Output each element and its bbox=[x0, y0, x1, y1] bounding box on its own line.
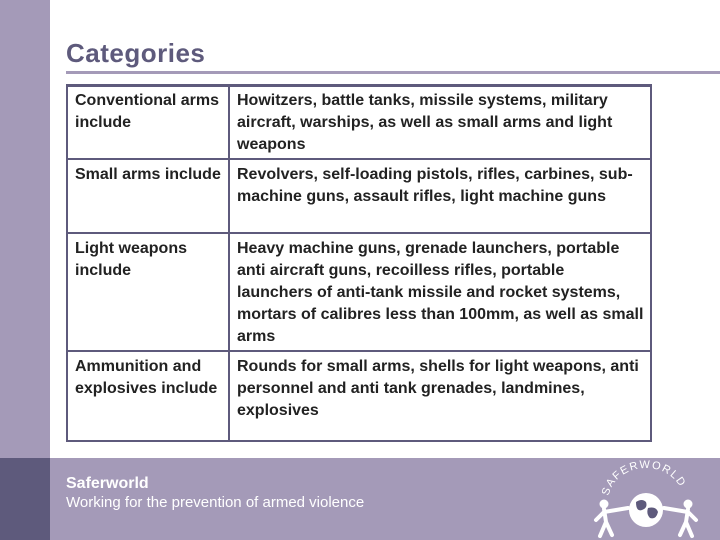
category-description: Howitzers, battle tanks, missile systems, military aircraft, warships, as well as small arms and light weapons bbox=[229, 86, 651, 160]
category-description: Revolvers, self-loading pistols, rifles, carbines, sub-machine guns, assault rifles, light machine guns bbox=[229, 159, 651, 233]
table-row bbox=[67, 159, 651, 233]
category-label: Ammunition and explosives include bbox=[67, 351, 229, 441]
category-label: Conventional arms include bbox=[67, 86, 229, 160]
left-accent-bar bbox=[0, 0, 50, 458]
footer-tagline: Working for the prevention of armed violence bbox=[66, 494, 365, 511]
category-label: Small arms include bbox=[67, 159, 229, 233]
saferworld-logo-icon bbox=[590, 458, 702, 540]
footer-org-name: Saferworld bbox=[66, 475, 149, 492]
category-description: Rounds for small arms, shells for light weapons, anti personnel and anti tank grenades, landmines, explosives bbox=[229, 351, 651, 441]
svg-text:SAFERWORLD: SAFERWORLD bbox=[599, 458, 689, 497]
category-description: Heavy machine guns, grenade launchers, portable anti aircraft guns, recoilless rifles, portable launchers of anti-tank missile and rocket systems, mortars of calibres less than 100mm, as well as small arms bbox=[229, 233, 651, 351]
table-row bbox=[67, 86, 651, 160]
table-row bbox=[67, 233, 651, 351]
categories-table bbox=[66, 84, 652, 442]
title-underline bbox=[66, 71, 720, 74]
table-row bbox=[67, 351, 651, 441]
category-label: Light weapons include bbox=[67, 233, 229, 351]
slide-title: Categories bbox=[66, 38, 206, 68]
left-accent-bar-bottom bbox=[0, 458, 50, 540]
